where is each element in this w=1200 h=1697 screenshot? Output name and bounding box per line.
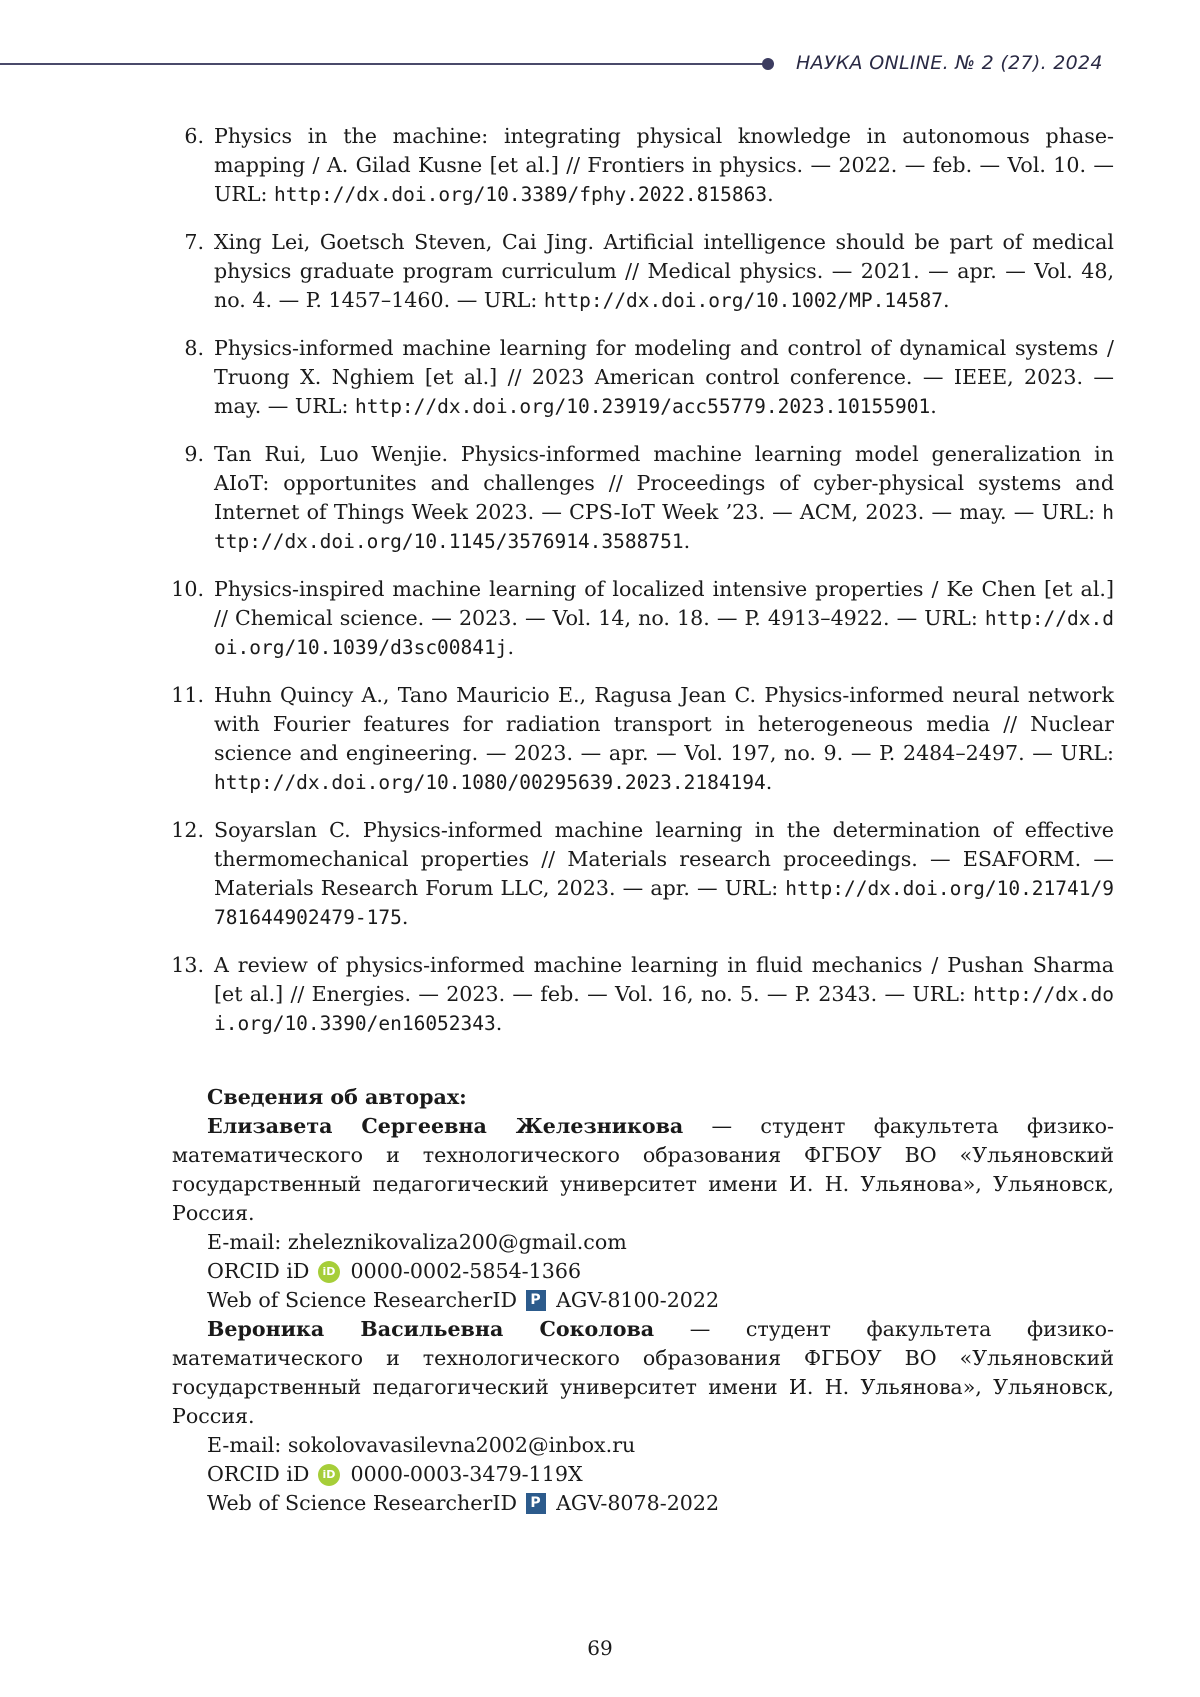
reference-end: . [765,770,773,794]
reference-text: A review of physics-informed machine learning in fluid mechanics / Pushan Sharma [et al.] // Energies. — 2023. — feb. — Vol. 16, no. 5. — P. 2343. — URL: [214,953,1114,1006]
reference-link[interactable]: http://dx.doi.org/10.1002/MP.14587 [543,289,944,312]
reference-end: . [930,394,937,418]
header-rule [0,63,766,65]
reference-number: 11. [171,683,204,707]
reference-text: Physics-informed machine learning for modeling and control of dynamical systems / Truong X. Nghiem [et al.] // 2023 American control conference. — IEEE, 2023. — may. — URL: [214,336,1114,418]
journal-title: НАУКА ONLINE. № 2 (27). 2024 [796,52,1103,74]
author-bio [172,1315,1114,1431]
author-description: — студент факультета физико-математического и технологического образования ФГБОУ ВО «Ульяновский государственный педагогический университет имени И. Н. Ульянова», Ульяновск, Россия. [172,1317,1114,1428]
orcid-icon: iD [318,1261,340,1283]
wos-id[interactable]: AGV-8078-2022 [556,1491,720,1515]
publons-icon: P [526,1493,546,1514]
wos-label: Web of Science ResearcherID [207,1491,517,1515]
reference-text: Physics-inspired machine learning of localized intensive properties / Ke Chen [et al.] // Chemical science. — 2023. — Vol. 14, no. 18. — P. 4913–4922. — URL: [214,577,1114,630]
reference-end: . [943,288,950,312]
orcid-id[interactable]: 0000-0002-5854-1366 [350,1259,582,1283]
reference-list [170,122,1114,1057]
author-name: Елизавета Сергеевна Железникова [207,1114,684,1138]
reference-item [170,122,1114,209]
reference-text: Physics in the machine: integrating physical knowledge in autonomous phase-mapping / A. Gilad Kusne [et al.] // Frontiers in physics. — 2022. — feb. — Vol. 10. — URL: [214,124,1114,206]
author-orcid [172,1460,1114,1489]
orcid-id[interactable]: 0000-0003-3479-119X [350,1462,583,1486]
reference-end: . [767,182,774,206]
reference-text: Huhn Quincy A., Tano Mauricio E., Ragusa Jean C. Physics-informed neural network with Fourier features for radiation transport in heterogeneous media // Nuclear science and engineering. — 2023. — apr. — Vol. 197, no. 9. — P. 2484–2497. — URL: [214,683,1114,765]
reference-number: 7. [184,230,204,254]
reference-link[interactable]: http://dx.doi.org/10.21741/9781644902479-175 [214,877,1114,929]
reference-link[interactable]: http://dx.doi.org/10.1039/d3sc00841j [214,607,1114,659]
reference-item [170,681,1114,797]
reference-number: 10. [171,577,204,601]
reference-item [170,440,1114,556]
reference-link[interactable]: http://dx.doi.org/10.3390/en16052343 [214,983,1114,1035]
reference-number: 6. [184,124,204,148]
reference-text: Xing Lei, Goetsch Steven, Cai Jing. Artificial intelligence should be part of medical physics graduate program curriculum // Medical physics. — 2021. — apr. — Vol. 48, no. 4. — P. 1457–1460. — URL: [214,230,1114,312]
author-orcid [172,1257,1114,1286]
reference-link[interactable]: http://dx.doi.org/10.23919/acc55779.2023.10155901 [354,395,931,418]
reference-end: . [401,905,409,929]
orcid-label: ORCID iD [207,1259,310,1283]
reference-text: Tan Rui, Luo Wenjie. Physics-informed machine learning model generalization in AIoT: opportunites and challenges // Proceedings of cyber-physical systems and Internet of Things Week 2023. — CPS-IoT Week ’23. — ACM, 2023. — may. — URL: [214,442,1114,524]
author-description: — студент факультета физико-математического и технологического образования ФГБОУ ВО «Ульяновский государственный педагогический университет имени И. Н. Ульянова», Ульяновск, Россия. [172,1114,1114,1225]
wos-label: Web of Science ResearcherID [207,1288,517,1312]
reference-number: 13. [171,953,204,977]
author-name: Вероника Васильевна Соколова [207,1317,655,1341]
orcid-icon: iD [318,1464,340,1486]
reference-number: 9. [184,442,204,466]
authors-heading: Сведения об авторах: [207,1085,467,1109]
reference-link[interactable]: http://dx.doi.org/10.1145/3576914.3588751 [214,501,1114,553]
publons-icon: P [526,1290,546,1311]
author-bio [172,1112,1114,1228]
reference-item [170,951,1114,1038]
reference-link[interactable]: http://dx.doi.org/10.3389/fphy.2022.815863 [274,183,768,206]
reference-text: Soyarslan C. Physics-informed machine learning in the determination of effective thermomechanical properties // Materials research proceedings. — ESAFORM. — Materials Research Forum LLC, 2023. — apr. — URL: [214,818,1114,900]
wos-id[interactable]: AGV-8100-2022 [556,1288,720,1312]
orcid-label: ORCID iD [207,1462,310,1486]
author-wos [172,1286,1114,1315]
reference-end: . [507,635,515,659]
reference-item [170,816,1114,932]
header-dot [762,58,774,70]
author-email[interactable]: E-mail: zheleznikovaliza200@gmail.com [207,1230,627,1254]
reference-item [170,575,1114,662]
reference-end: . [495,1011,503,1035]
reference-number: 12. [171,818,204,842]
author-info-section [172,1083,1114,1518]
reference-item [170,334,1114,421]
reference-number: 8. [184,336,204,360]
page-number: 69 [587,1636,613,1660]
reference-link[interactable]: http://dx.doi.org/10.1080/00295639.2023.2184194 [214,771,766,794]
reference-end: . [683,529,691,553]
author-wos [172,1489,1114,1518]
reference-item [170,228,1114,315]
author-email[interactable]: E-mail: sokolovavasilevna2002@inbox.ru [207,1433,636,1457]
